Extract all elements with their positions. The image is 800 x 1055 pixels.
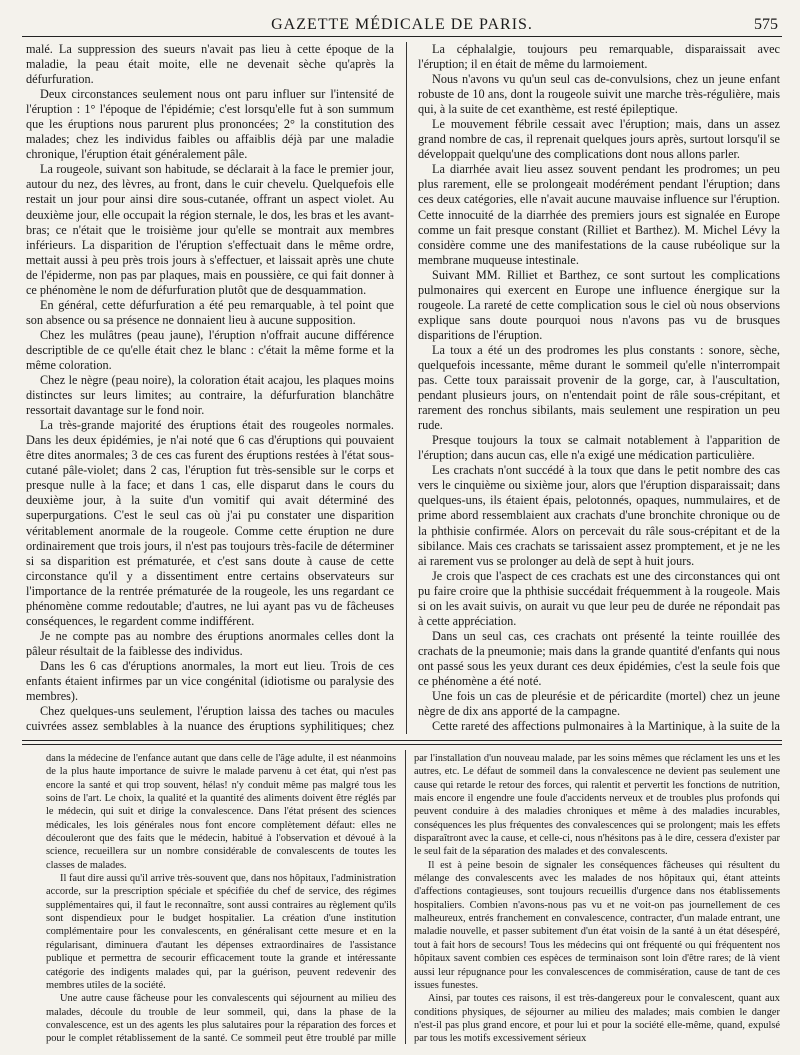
paragraph: La diarrhée avait lieu assez souvent pendant les prodromes; un peu plus rarement, elle se prolongeait modérément pendant l'éruption; dans ces deux catégories, elle n'avait aucune mauvaise influence sur l'éruption. Cette innocuité de la diarrhée des premiers jours est signalée en Europe comme un fait presque constant (Rilliet et Barthez). M. Michel Lévy la considère comme une des manifestations de la cause rubéolique sur la membrane muqueuse intestinale. (418, 162, 780, 267)
paragraph: dans la médecine de l'enfance autant que dans celle de l'âge adulte, il est néanmoins de la plus haute importance de suivre le malade parvenu à cet état, qui n'est pas encore la santé et qui trop souvent, hélas! n'y conduit même pas malgré tous les soins de l'art. Le choix, la qualité et la quantité des aliments doivent être réglés par le médecin, qui suit et dirige la convalescence. Dans l'état présent des sciences médicales, les lois générales nous font encore complètement défaut: elles ne découleront que des faits que le médecin, habitué à l'observation et dévoué à la science, recueillera sur un nombre considérable de convalescents de toutes les classes de malades. (46, 753, 396, 871)
paragraph: Chez les mulâtres (peau jaune), l'éruption n'offrait aucune différence descriptible de ce qu'elle était chez le blanc : c'était la même forme et la même coloration. (26, 327, 394, 372)
paragraph: Nous n'avons vu qu'un seul cas de-convulsions, chez un jeune enfant robuste de 10 ans, dont la rougeole suivit une marche très-régulière, mais qui, à la suite de cet exanthème, est resté épileptique. (418, 72, 780, 117)
paragraph: Chez le nègre (peau noire), la coloration était acajou, les plaques moins distinctes sur leurs limites; au contraire, la défurfuration blanchâtre ressortait davantage sur le fond noir. (26, 373, 394, 418)
paragraph: par l'installation d'un nouveau malade, par les soins mêmes que réclament les uns et les autres, etc. Le défaut de sommeil dans la convalescence ne devient pas seulement une cause qui retarde le retour des forces, qui ralentit et pervertit les fonctions de nutrition, mais encore il engendre une foule d'accidents nerveux et de troubles plus profonds qui peuvent conduire à des maladies chroniques et même à des maladies incurables, conséquences les plus fréquentes des convalescences qui se prolongent; mais les effets disparaîtront avec la cause, et celle-ci, nous n'hésitons pas à le dire, cessera d'exister par le seul fait de la séparation des malades et des convalescents. (414, 753, 780, 858)
paragraph: Cette rareté des affections pulmonaires à la Martinique, à la suite de la (432, 719, 780, 734)
paragraph: Chez quelques-uns seulement, l'éruption laissa des taches ou macules cuivrées assez semblables à la nuance des éruptions syphilitiques; chez (26, 704, 394, 734)
paragraph: Je crois que l'aspect de ces crachats est une des circonstances qui ont pu faire croire que la phthisie succédait fréquemment à la rougeole. Mais si on les avait suivis, on aurait vu que leur peu de durée ne répondait pas à cette appréciation. (418, 568, 780, 628)
lower-left-column (46, 752, 396, 1046)
page-number: 575 (754, 16, 778, 33)
paragraph: En général, cette défurfuration a été peu remarquable, à tel point que son absence ou sa présence ne donnaient lieu à aucune supposition. (26, 297, 394, 327)
paragraph: Les crachats n'ont succédé à la toux que dans le petit nombre des cas vers le cinquième ou sixième jour, alors que l'éruption disparaissait; dans quelques-uns, ils étaient épais, pelotonnés, opaques, nummulaires, et de prime abord ressemblaient aux crachats d'une bronchite chronique ou de la phthisie confirmée. Alors on percevait du râle sous-crépitant et de la sibilance. Mais ces crachats se tarissaient assez promptement, et je ne les ai rarement vus se prolonger au delà de sept à huit jours. (418, 463, 780, 568)
section-rule (22, 740, 782, 741)
upper-right-column (418, 42, 780, 736)
paragraph: Ainsi, par toutes ces raisons, il est très-dangereux pour le convalescent, quant aux conditions physiques, de séjourner au milieu des malades; mais combien le danger n'est-il pas plus grand encore, et pour lui et pour la société elle-même, quand, expulsé par tous les motifs excessivement sérieux (414, 993, 780, 1045)
paragraph: Presque toujours la toux se calmait notablement à l'apparition de l'éruption; dans aucun cas, elle n'a exigé une médication particulière. (418, 433, 780, 463)
lower-right-column (414, 752, 780, 1046)
paragraph: malé. La suppression des sueurs n'avait pas lieu à cette époque de la maladie, la peau était moite, elle ne devenait sèche qu'après la défurfuration. (26, 42, 394, 87)
paragraph: Je ne compte pas au nombre des éruptions anormales celles dont la pâleur résultait de la faiblesse des individus. (26, 628, 394, 658)
paragraph: Une fois un cas de pleurésie et de péricardite (mortel) chez un jeune nègre de dix ans apporté de la campagne. (418, 689, 780, 719)
paragraph: Dans les 6 cas d'éruptions anormales, la mort eut lieu. Trois de ces enfants étaient infirmes par un vice congénital (idiotisme ou paralysie des membres). (26, 658, 394, 704)
paragraph: Le mouvement fébrile cessait avec l'éruption; mais, dans un assez grand nombre de cas, il reprenait quelques jours après, surtout lorsqu'il se développait quelqu'une des complications dont nous allons parler. (418, 117, 780, 162)
paragraph: Suivant MM. Rilliet et Barthez, ce sont surtout les complications pulmonaires qui exercent en Europe une influence énergique sur la rougeole. La rareté de cette complication sous le ciel où nous observions explique sans doute pourquoi nous n'avons pas vu de brusques disparitions de l'éruption. (418, 267, 780, 342)
paragraph: Il faut dire aussi qu'il arrive très-souvent que, dans nos hôpitaux, l'administration accorde, sur la prescription spéciale et spécifiée du chef de service, des régimes supplémentaires qui, il faut le reconnaître, sont aussi contraires au règlement qu'ils sont dispendieux pour le budget hospitalier. La création d'une institution complémentaire pour les convalescents, en généralisant cette mesure et en la régularisant, diminuera d'autant les dépenses extraordinaires de l'assistance publique et permettra de secourir efficacement toute la grande et intéressante catégorie des indigents malades qui, par la guérison, peuvent redevenir des membres utiles de la société. (46, 873, 396, 991)
paragraph: Dans un seul cas, ces crachats ont présenté la teinte rouillée des crachats de la pneumonie; mais dans la grande quantité d'enfants qui nous ont passé sous les yeux durant ces deux épidémies, c'est la seule fois que ce phénomène a été noté. (418, 628, 780, 688)
journal-title: GAZETTE MÉDICALE DE PARIS. (271, 16, 533, 33)
section-rule (22, 744, 782, 745)
paragraph: La toux a été un des prodromes les plus constants : sonore, sèche, quelquefois incessante, même durant le sommeil qu'elle n'interrompait pas. Cette toux paraissait provenir de la gorge, car, à l'auscultation, pendant plusieurs jours, on n'entendait point de râle sous-crépitant, et rarement des ronchus sibilants, mais seulement une respiration un peu rude. (418, 342, 780, 433)
page-header (22, 14, 782, 37)
paragraph: La rougeole, suivant son habitude, se déclarait à la face le premier jour, autour du nez, des lèvres, au front, dans le cuir chevelu. Quelquefois elle restait un jour pour ainsi dire sous-cutanée, offrant un aspect violet. Au deuxième jour, elle occupait la région sternale, le dos, les bras et les avant-bras; ce n'était que le troisième jour qu'elle se montrait aux membres inférieurs. La disparition de l'éruption s'effectuait dans le même ordre, mettait aussi à peu près trois jours à s'effectuer, et laissait après une chute de l'épiderme, non pas par plaques, mais en poussière, ce qui fait donner à ce phénomène le nom de défurfuration plutôt que de desquammation. (26, 162, 394, 297)
column-divider (405, 750, 406, 1044)
upper-left-column (26, 42, 394, 736)
paragraph: Une autre cause fâcheuse pour les convalescents qui séjournent au milieu des malades, découle du trouble de leur sommeil, qui, dans la phase de la convalescence, est un des agents les plus salutaires pour la réparation des forces et pour le complet rétablissement de la santé. Ce sommeil peut être troublé par mille (46, 993, 396, 1045)
column-divider (406, 42, 407, 734)
paragraph: Deux circonstances seulement nous ont paru influer sur l'intensité de l'éruption : 1° l'époque de l'épidémie; c'est lorsqu'elle fut à son summum que les éruptions nous parurent plus prononcées; 2° la constitution des malades; chez les individus faibles ou affaiblis déjà par une maladie chronique, l'éruption était généralement pâle. (26, 87, 394, 162)
paragraph: La céphalalgie, toujours peu remarquable, disparaissait avec l'éruption; il en était de même du larmoiement. (418, 42, 780, 72)
paragraph: Il est à peine besoin de signaler les conséquences fâcheuses qui résultent du mélange des convalescents avec les malades de nos hôpitaux qui, étant atteints d'affections contagieuses, sont toujours recueillis d'urgence dans nos établissements hospitaliers. Combien n'avons-nous pas vu et ne voit-on pas journellement de ces malheureux, entrés franchement en convalescence, contracter, d'un malade entrant, une maladie nouvelle, et passer subitement d'un état voisin de la santé à un état désespéré, tout à fait hors de secours! Tous les médecins qui ont fréquenté ou qui fréquentent nos hôpitaux savent combien ces espèces de terminaison sont loin d'être rares; de là vient aussi leur répugnance pour les convalescences de commisération, cause de tant de ces issues funestes. (414, 859, 780, 991)
paragraph: La très-grande majorité des éruptions était des rougeoles normales. Dans les deux épidémies, je n'ai noté que 6 cas d'éruptions qui pouvaient être dites anormales; 3 de ces cas furent des éruptions restées à l'état sous-cutané pâle-violet; dans 2 cas, l'éruption fut très-sensible sur le corps et presque nulle à la face; et dans 1 cas, elle disparut dans le cours du deuxième jour, à la suite d'un vomitif qui avait déterminé des superpurgations. C'est le seul cas où j'ai pu constater une disparition véritablement anormale de la rougeole. Comme cette éruption ne dure ordinairement que trois jours, il n'est pas toujours très-facile de déterminer si sa disparition est prématurée, et c'est sans doute à cause de cette circonstance qu'il y a dissentiment entre certains observateurs sur l'importance de la rentrée prématurée de la rougeole, les uns regardant ce phénomène comme redoutable; d'autres, ne lui ayant pas vu de fâcheuses conséquences, le regardent comme indifférent. (26, 418, 394, 628)
